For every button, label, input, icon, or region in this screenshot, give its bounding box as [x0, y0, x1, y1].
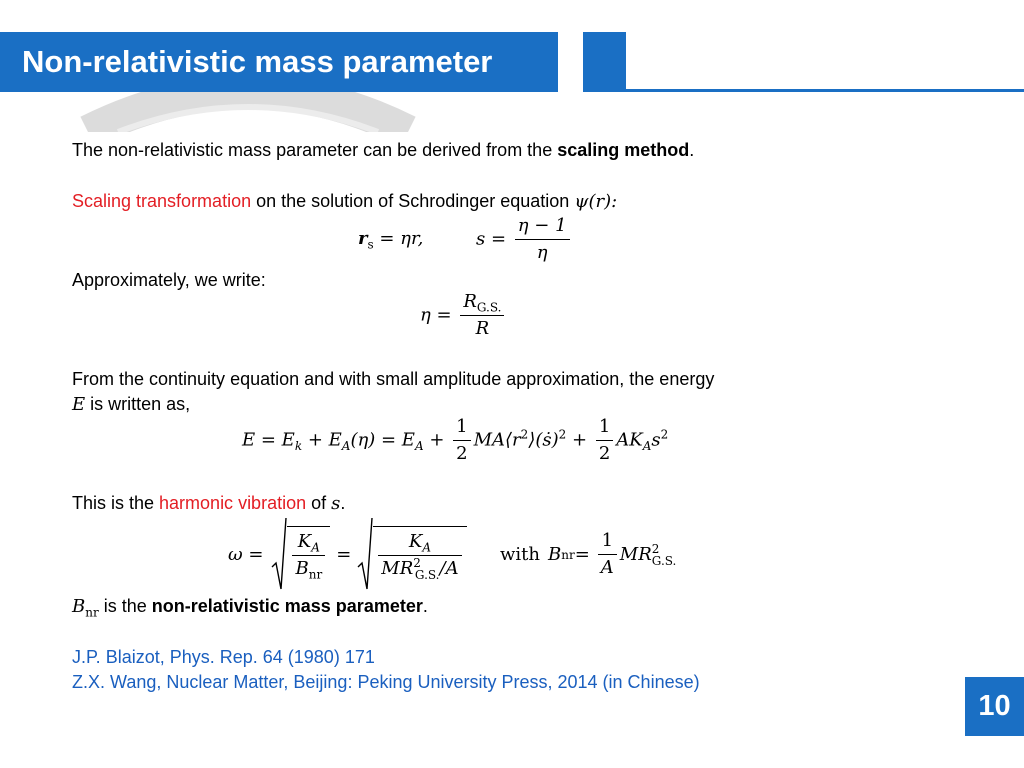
harmonic-prefix: This is the — [72, 493, 160, 513]
harmonic-paragraph — [72, 491, 345, 516]
eq3-term2-sub: A — [642, 439, 652, 454]
eq3-term1-sup: 2 — [520, 427, 529, 442]
harmonic-dot: . — [340, 493, 346, 513]
equation-eta — [420, 289, 507, 342]
eq4-f1-num-sub: A — [311, 540, 320, 555]
eq4-f1-num: K — [297, 531, 312, 552]
eq1-s: s = — [476, 228, 507, 250]
intro-suffix: . — [689, 140, 695, 160]
harmonic-suffix: of — [306, 493, 332, 513]
eq3-plus: + — [423, 429, 445, 451]
energy-symbol: E — [72, 394, 86, 415]
eq4-f2-den-sub: G.S. — [414, 567, 440, 582]
eq3-mid1: + E — [302, 429, 342, 451]
eq1-r: r — [358, 228, 368, 249]
eq3-term1b-sup: 2 — [558, 427, 567, 442]
eq3-term2-s: s — [651, 429, 661, 451]
eq1-denominator: η — [536, 242, 548, 263]
eq4-B-eq: = — [574, 544, 590, 565]
bnr-end: . — [422, 596, 428, 616]
eq4-B: B — [548, 544, 562, 565]
header-rule — [626, 89, 1024, 92]
sqrt-sign-2 — [357, 517, 373, 591]
eq1-r-sub: s — [367, 237, 374, 252]
eq1-mid: = ηr, — [373, 228, 424, 249]
eq3-mid2: (η) = E — [350, 429, 415, 451]
eq4-MR: MR — [619, 544, 652, 565]
eq3-term1: MA⟨r — [473, 429, 521, 451]
eq3-half-num: 1 — [453, 414, 470, 441]
eq2-num-sub: G.S. — [476, 300, 502, 315]
bnr-definition — [72, 594, 428, 619]
harmonic-red-text: harmonic vibration — [159, 493, 307, 513]
eq2-num: R — [463, 291, 477, 312]
scaling-rest-text: on the solution of Schrodinger equation — [251, 191, 575, 211]
eq3-half-den: 2 — [456, 443, 468, 464]
continuity-line2 — [72, 392, 190, 417]
page-title: Non-relativistic mass parameter — [22, 44, 493, 79]
eq3-term1b: ⟩(ṡ) — [528, 429, 559, 451]
eq3-A2: A — [414, 439, 424, 454]
eq3-k: k — [294, 439, 303, 454]
continuity-line1: From the continuity equation and with small amplitude approximation, the energy — [72, 369, 715, 389]
bnr-sub: nr — [85, 605, 99, 620]
eq4-f1-den: B — [295, 558, 309, 579]
eq4-f2-den-tail: /A — [439, 558, 459, 579]
continuity-line2-rest: is written as, — [85, 394, 191, 414]
eq3-lhs: E = E — [242, 429, 295, 451]
eq4-f2-num-sub: A — [422, 540, 431, 555]
eq3-plus2: + — [566, 429, 588, 451]
header-accent-block — [583, 32, 626, 92]
approx-text: Approximately, we write: — [72, 270, 266, 290]
bnr-symbol: B — [72, 596, 86, 617]
psi-symbol: ψ(r): — [574, 191, 618, 212]
eq4-eq: = — [336, 543, 352, 565]
eq4-f3-num: 1 — [598, 528, 617, 555]
equation-bnr: with B nr = $\frac{1}{A}$ MR 2 G.S. — [500, 528, 676, 581]
eq4-f2-num: K — [408, 531, 423, 552]
equation-scaling-rs — [358, 228, 424, 252]
intro-paragraph — [72, 138, 694, 162]
eq4-f1-den-sub: nr — [308, 567, 323, 582]
scaling-red-text: Scaling transformation — [72, 191, 252, 211]
eq3-A1: A — [341, 439, 351, 454]
bnr-bold: non-relativistic mass parameter — [151, 596, 423, 616]
equation-energy — [242, 414, 668, 467]
eq3-half2-den: 2 — [598, 443, 611, 464]
eq4-with: with — [500, 544, 540, 565]
eq4-f2-den: MR — [381, 558, 414, 579]
reference-1: J.P. Blaizot, Phys. Rep. 64 (1980) 171 — [72, 647, 375, 667]
page-number: 10 — [978, 690, 1011, 722]
eq4-MR-sup: 2 — [651, 541, 660, 556]
equation-omega — [228, 517, 467, 591]
harmonic-s: s — [331, 493, 341, 514]
eq1-numerator: η − 1 — [515, 213, 570, 240]
intro-prefix: The non-relativistic mass parameter can be derived from the — [72, 140, 558, 160]
reference-2: Z.X. Wang, Nuclear Matter, Beijing: Peking University Press, 2014 (in Chinese) — [72, 672, 700, 692]
eq3-term2-sup: 2 — [660, 427, 669, 442]
eq2-den: R — [475, 318, 490, 339]
eq2-lhs: η = — [420, 304, 452, 326]
eq4-lhs: ω = — [228, 543, 264, 565]
eq4-MR-sub: G.S. — [651, 553, 677, 568]
eq3-half2-num: 1 — [596, 414, 613, 441]
eq3-term2: AK — [616, 429, 643, 451]
sqrt-sign-1 — [271, 517, 287, 591]
bnr-mid: is the — [98, 596, 152, 616]
university-seal-watermark — [78, 92, 418, 132]
eq4-f2-den-sup: 2 — [413, 556, 421, 570]
intro-bold: scaling method — [557, 140, 690, 160]
eq4-f3-den: A — [600, 557, 614, 578]
scaling-paragraph — [72, 189, 617, 214]
equation-scaling-s — [476, 213, 573, 266]
